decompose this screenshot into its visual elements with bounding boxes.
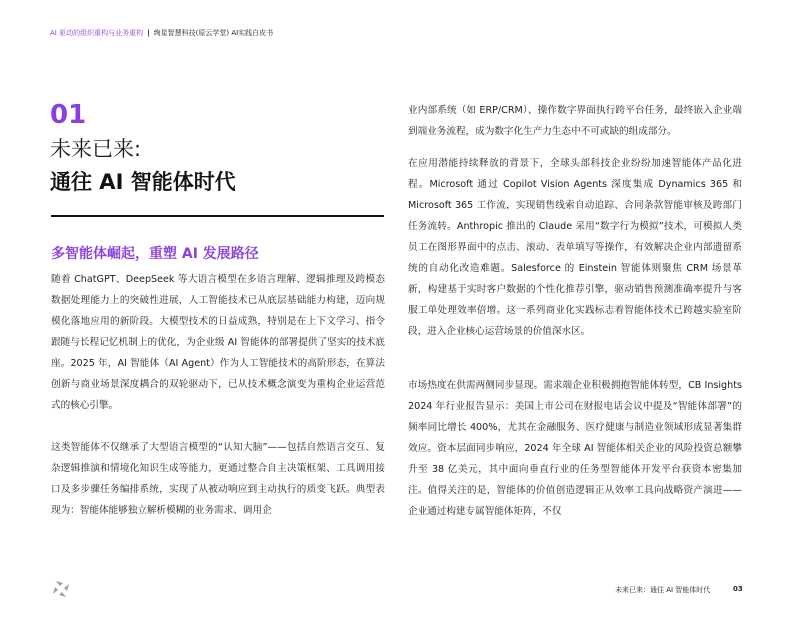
- page-number: 03: [733, 585, 743, 593]
- body-paragraph: 在应用潜能持续释放的背景下，全球头部科技企业纷纷加速智能体产品化进程。Microsoft 通过 Copilot Vision Agents 深度集成 Dynamics 365 和 Microsoft 365 工作流，实现销售线索自动追踪、合同条款智能审核及跨部门任务流转。Anthropic 推出的 Claude 采用“数字行为模拟”技术，可模拟人类员工在图形界面中的点击、滚动、表单填写等操作，有效解决企业内部遗留系统的自动化改造难题。Salesforce 的 Einstein 智能体则聚焦 CRM 场景革新，构建基于实时客户数据的个性化推荐引擎，驱动销售预测准确率提升与客服工单处理效率倍增。这一系列商业化实践标志着智能体技术已跨越实验室阶段，进入企业核心运营场景的价值深水区。: [408, 158, 742, 337]
- header-section-title: AI 驱动的组织重构与业务重构: [50, 29, 144, 37]
- chapter-title-line2: 通往 AI 智能体时代: [50, 170, 236, 194]
- body-paragraph: 业内部系统（如 ERP/CRM）、操作数字界面执行跨平台任务，最终嵌入企业端到端业务流程，成为数字化生产力生态中不可或缺的组成部分。: [408, 105, 742, 137]
- footer-running-title: 未来已来：通往 AI 智能体时代: [615, 586, 711, 594]
- header-book-title: 绚星智慧科技(原云学堂) AI实践白皮书: [153, 29, 274, 37]
- chapter-number: 01: [50, 100, 87, 130]
- title-divider: [51, 215, 384, 217]
- body-paragraph: 随着 ChatGPT、DeepSeek 等大语言模型在多语言理解、逻辑推理及跨模态数据处理能力上的突破性进展，人工智能技术已从底层基础能力构建，迈向规模化落地应用的新阶段。大模型技术的日益成熟，特别是在上下文学习、指令跟随与长程记忆机制上的优化，为企业级 AI 智能体的部署提供了坚实的技术底座。2025 年，AI 智能体（AI Agent）作为人工智能技术的高阶形态，在算法创新与商业场景深度耦合的双轮驱动下，已从技术概念演变为重构企业运营范式的核心引擎。: [51, 274, 385, 411]
- running-header: [50, 28, 273, 38]
- header-separator: |: [147, 29, 150, 37]
- section-subheading: 多智能体崛起，重塑 AI 发展路径: [51, 246, 259, 262]
- body-paragraph: 市场热度在供需两侧同步显现。需求端企业积极拥抱智能体转型，CB Insights 2024 年行业报告显示：美国上市公司在财报电话会议中提及“智能体部署”的频率同比增长 400%，尤其在金融服务、医疗健康与制造业领域形成显著集群效应。资本层面同步响应，2024 年全球 AI 智能体相关企业的风险投资总额攀升至 38 亿美元，其中面向垂直行业的任务型智能体开发平台获资本密集加注。值得关注的是，智能体的价值创造逻辑正从效率工具向战略资产演进——企业通过构建专属智能体矩阵，不仅: [408, 380, 742, 517]
- company-logo-icon: [50, 578, 72, 600]
- chapter-title-line1: 未来已来:: [50, 137, 142, 161]
- body-paragraph: 这类智能体不仅继承了大型语言模型的“认知大脑”——包括自然语言交互、复杂逻辑推演和情境化知识生成等能力，更通过整合自主决策框架、工具调用接口及多步骤任务编排系统，实现了从被动响应到主动执行的质变飞跃。典型表现为：智能体能够独立解析模糊的业务需求、调用企: [51, 442, 385, 516]
